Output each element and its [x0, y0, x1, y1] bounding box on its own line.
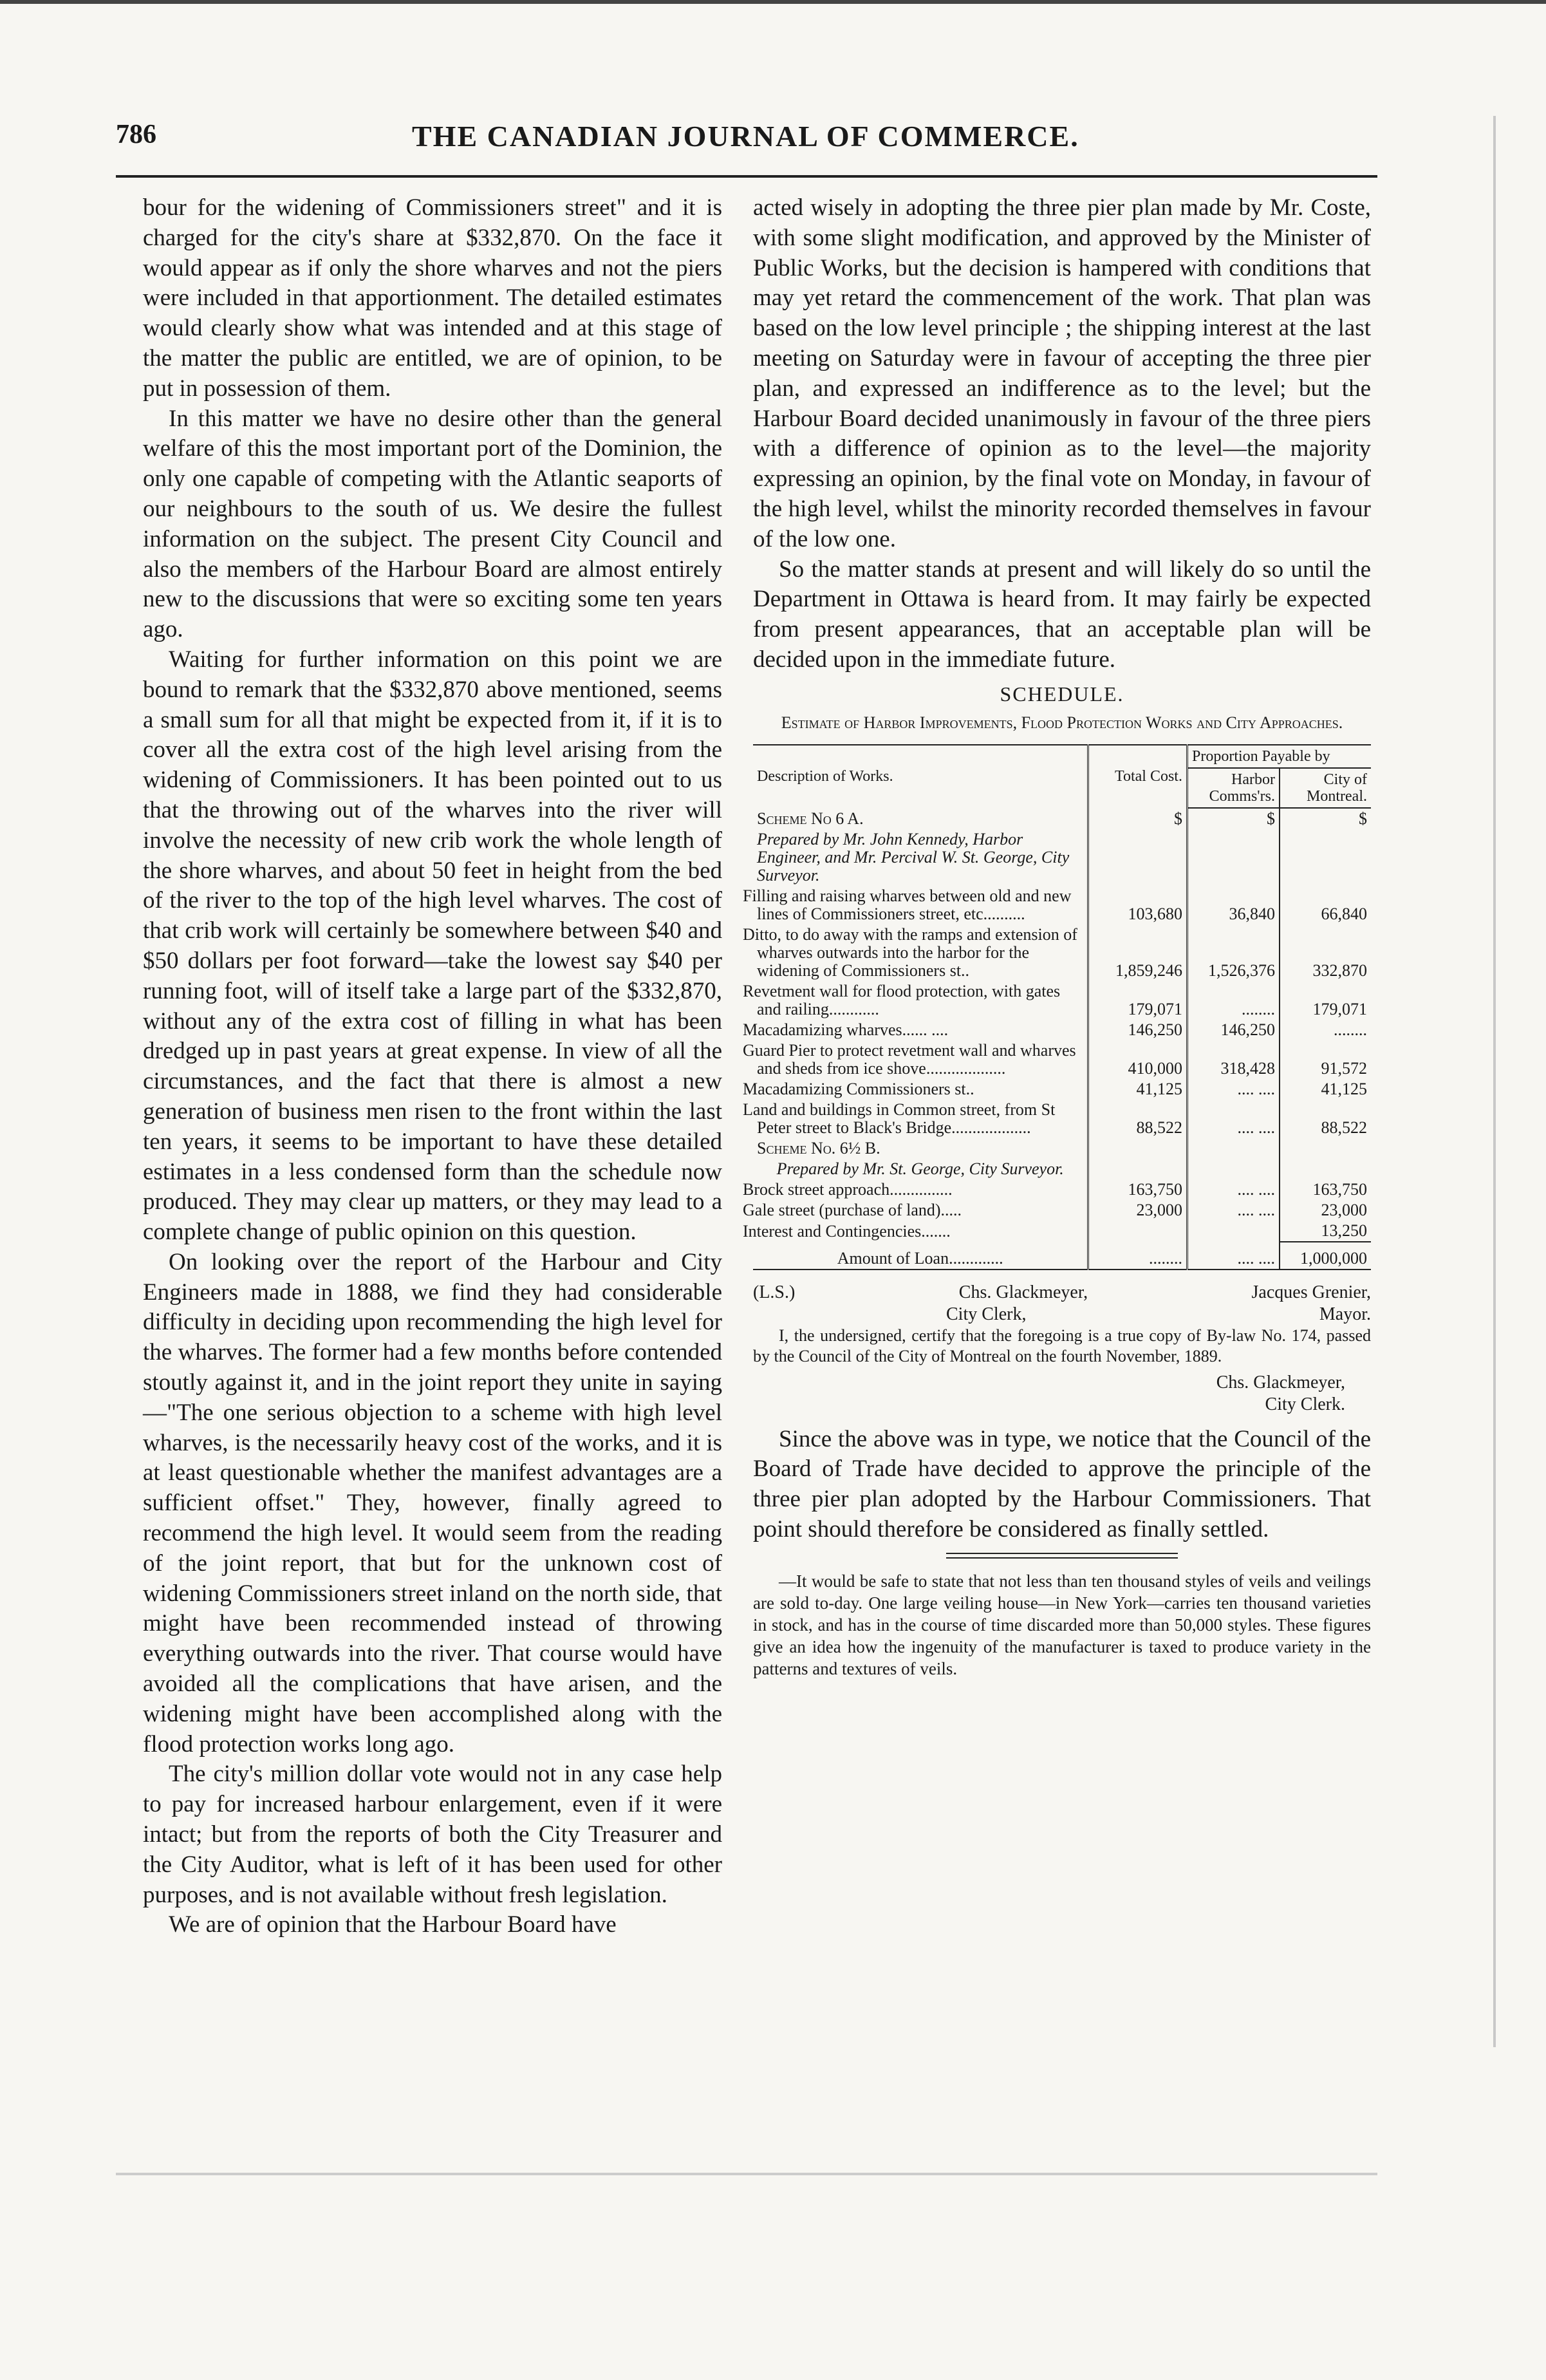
- col-header-harbor: Harbor Comms'rs.: [1187, 768, 1279, 808]
- mayor-title: Mayor.: [1319, 1304, 1371, 1324]
- currency-symbol: $: [1088, 808, 1187, 829]
- row-city: 41,125: [1321, 1079, 1367, 1098]
- row-harbor: 1,526,376: [1187, 924, 1279, 981]
- row-description: Land and buildings in Common street, from St Peter street to Black's Bridge...................: [753, 1100, 1088, 1138]
- bottom-smudge: [116, 2173, 1377, 2175]
- table-row: [753, 1100, 1371, 1138]
- row-city: 66,840: [1321, 904, 1367, 923]
- row-city: 88,522: [1321, 1118, 1367, 1137]
- paragraph: On looking over the report of the Harbour and City Engineers made in 1888, we find they had considerable difficulty in deciding upon recommending the high level for the wharves. The former had a few months before contended stoutly against it, and in the joint report they unite in saying—"The one serious objection to a scheme with high level wharves, is the necessarily heavy cost of the works, and it is at least questionable whether the manifest advantages are a sufficient offset." They, however, finally agreed to recommend the high level. It would seem from the reading of the joint report, that but for the unknown cost of widening Commissioners street inland on the north side, that might have been recommended instead of throwing everything outwards into the river. That course would have avoided all the complications that have arisen, and the widening might have been accomplished along with the flood protection works long ago.: [143, 1248, 722, 1757]
- row-description: Brock street approach...............: [753, 1179, 1088, 1200]
- scheme-b-heading: Scheme No. 6½ B.: [753, 1138, 1088, 1159]
- clerk-name: Chs. Glackmeyer,: [958, 1282, 1088, 1302]
- row-description: Guard Pier to protect revetment wall and wharves and sheds from ice shove...................: [753, 1040, 1088, 1079]
- row-city: ........: [1334, 1020, 1367, 1039]
- section-divider: [946, 1553, 1178, 1559]
- postscript: Since the above was in type, we notice that the Council of the Board of Trade have decided to approve the principle of the three pier plan adopted by the Harbour Commissioners. That point should therefore be considered as finally settled.: [753, 1425, 1371, 1542]
- certificate-signature: [753, 1372, 1371, 1416]
- table-row: [753, 981, 1371, 1020]
- row-city: 91,572: [1321, 1058, 1367, 1078]
- row-description: Gale street (purchase of land).....: [753, 1200, 1088, 1221]
- row-total: 146,250: [1088, 1020, 1187, 1040]
- table-row: [753, 1079, 1371, 1100]
- scheme-a-heading-row: [753, 808, 1371, 829]
- row-harbor: .... ....: [1187, 1179, 1279, 1200]
- scheme-a-heading: Scheme No 6 A.: [753, 808, 1088, 829]
- row-total: 1,859,246: [1088, 924, 1187, 981]
- row-description: Interest and Contingencies.......: [753, 1221, 1088, 1242]
- row-description: Revetment wall for flood protection, with gates and railing............: [753, 981, 1088, 1020]
- row-harbor: 318,428: [1187, 1040, 1279, 1079]
- cert-name: Chs. Glackmeyer,: [1216, 1372, 1345, 1392]
- table-row: [753, 1221, 1371, 1242]
- row-city: 13,250: [1280, 1221, 1371, 1242]
- margin-edge: [1493, 116, 1496, 2047]
- cert-title: City Clerk.: [1265, 1394, 1345, 1414]
- col-header-city: City of Montreal.: [1280, 768, 1371, 808]
- table-row: [753, 1040, 1371, 1079]
- paragraph: bour for the widening of Commissioners street" and it is charged for the city's share at $332,870. On the face it would appear as if only the shore wharves and not the piers were included in that apportionment. The detailed estimates would clearly show what was intended and at this stage of the matter the public are entitled, we are of opinion, to be put in possession of them.: [143, 194, 722, 402]
- mayor-name: Jacques Grenier,: [1251, 1282, 1371, 1302]
- row-harbor: 146,250: [1187, 1020, 1279, 1040]
- paragraph: acted wisely in adopting the three pier plan made by Mr. Coste, with some slight modification, and approved by the Minister of Public Works, but the decision is hampered with conditions that may yet retard the commencement of the work. That plan was based on the low level principle ; the shipping interest at the last meeting on Saturday were in favour of accepting the three pier plan, and expressed an indifference as to the level; but the Harbour Board decided unanimously in favour of the three piers with a difference of opinion as to the level—the majority expressing an opinion, by the final vote on Monday, in favour of the high level, whilst the minority recorded themselves in favour of the low one.: [753, 194, 1371, 552]
- schedule-table: [743, 744, 1371, 1270]
- amount-label: Amount of Loan.............: [753, 1242, 1088, 1270]
- left-column: [143, 193, 722, 1940]
- col-header-description: Description of Works.: [753, 745, 1088, 808]
- paragraph: So the matter stands at present and will likely do so until the Department in Ottawa is heard from. It may fairly be expected from present appearances, that an acceptable plan will be decided upon in the immediate future.: [753, 556, 1371, 673]
- right-column: [743, 193, 1371, 1680]
- signature-block: [753, 1282, 1371, 1326]
- row-city: 23,000: [1321, 1200, 1367, 1219]
- journal-title: THE CANADIAN JOURNAL OF COMMERCE.: [412, 120, 1079, 153]
- row-total: 179,071: [1088, 981, 1187, 1020]
- row-city: 332,870: [1312, 960, 1367, 980]
- table-row: [753, 886, 1371, 924]
- amount-harbor: .... ....: [1187, 1242, 1279, 1270]
- top-rule: [0, 0, 1546, 4]
- currency-symbol: $: [1359, 809, 1367, 828]
- row-total: 88,522: [1088, 1100, 1187, 1138]
- paragraph: We are of opinion that the Harbour Board have: [169, 1911, 617, 1938]
- row-harbor: .... ....: [1187, 1079, 1279, 1100]
- row-harbor: 36,840: [1187, 886, 1279, 924]
- row-description: Ditto, to do away with the ramps and extension of wharves outwards into the harbor for the widening of Commissioners st..: [753, 924, 1088, 981]
- row-city: 163,750: [1312, 1179, 1367, 1199]
- page-number: 786: [116, 120, 156, 149]
- row-total: 103,680: [1088, 886, 1187, 924]
- row-total: 23,000: [1088, 1200, 1187, 1221]
- amount-of-loan-row: [753, 1242, 1371, 1270]
- row-description: Macadamizing wharves...... ....: [753, 1020, 1088, 1040]
- table-row: [753, 924, 1371, 981]
- paragraph: The city's million dollar vote would not in any case help to pay for increased harbour enlargement, even if it were intact; but from the reports of both the City Treasurer and the City Auditor, what is left of it has been used for other purposes, and is not available without fresh legislation.: [143, 1761, 722, 1908]
- row-harbor: .... ....: [1187, 1200, 1279, 1221]
- col-header-proportion: Proportion Payable by: [1187, 745, 1371, 768]
- amount-total: ........: [1088, 1242, 1187, 1270]
- row-total: 41,125: [1088, 1079, 1187, 1100]
- row-harbor: .... ....: [1187, 1100, 1279, 1138]
- row-city: 179,071: [1312, 999, 1367, 1018]
- certificate-text: I, the undersigned, certify that the foregoing is a true copy of By-law No. 174, passed by the Council of the City of Montreal on the fourth November, 1889.: [753, 1326, 1371, 1365]
- page-header: [116, 119, 1377, 177]
- schedule-subtitle: Estimate of Harbor Improvements, Flood Protection Works and City Approaches.: [781, 713, 1343, 732]
- table-row: [753, 1179, 1371, 1200]
- clerk-title: City Clerk,: [946, 1304, 1027, 1324]
- scheme-b-prepared-row: [753, 1159, 1371, 1179]
- header-rule: [116, 175, 1377, 178]
- currency-symbol: $: [1187, 808, 1279, 829]
- paragraph: In this matter we have no desire other than the general welfare of this the most important port of the Dominion, the only one capable of competing with the Atlantic seaports of our neighbours to the south of us. We desire the fullest information on the subject. The present City Council and also the members of the Harbour Board are almost entirely new to the discussions that were so exciting some ten years ago.: [143, 405, 722, 643]
- schedule-title: SCHEDULE.: [1000, 682, 1124, 706]
- table-row: [753, 1020, 1371, 1040]
- row-total: [1088, 1221, 1187, 1242]
- scheme-a-prepared-row: [753, 829, 1371, 886]
- seal-mark: (L.S.): [753, 1282, 796, 1302]
- row-description: Filling and raising wharves between old and new lines of Commissioners street, etc..........: [753, 886, 1088, 924]
- scheme-b-heading-row: [753, 1138, 1371, 1159]
- col-header-total: Total Cost.: [1088, 745, 1187, 808]
- scheme-b-prepared-by: Prepared by Mr. St. George, City Surveyor.: [753, 1159, 1088, 1179]
- veils-note: —It would be safe to state that not less than ten thousand styles of veils and veilings are sold to-day. One large veiling house—in New York—carries ten thousand varieties in stock, and has in the course of time discarded more than 50,000 styles. These figures give an idea how the ingenuity of the manufacturer is taxed to produce variety in the patterns and textures of veils.: [753, 1571, 1371, 1678]
- amount-city: 1,000,000: [1280, 1242, 1371, 1270]
- row-total: 410,000: [1088, 1040, 1187, 1079]
- row-total: 163,750: [1088, 1179, 1187, 1200]
- row-harbor: ........: [1187, 981, 1279, 1020]
- table-row: [753, 1200, 1371, 1221]
- row-harbor: [1187, 1221, 1279, 1242]
- scheme-a-prepared-by: Prepared by Mr. John Kennedy, Harbor Engineer, and Mr. Percival W. St. George, City Surveyor.: [753, 829, 1088, 886]
- row-description: Macadamizing Commissioners st..: [753, 1079, 1088, 1100]
- paragraph: Waiting for further information on this point we are bound to remark that the $332,870 above mentioned, seems a small sum for all that might be expected from it, if it is to cover all the extra cost of the high level arising from the widening of Commissioners. It has been pointed out to us that the throwing out of the wharves into the river will involve the necessity of new crib work the whole length of the shore wharves, and about 50 feet in height from the bed of the river to the top of the high level wharves. The cost of that crib work will certainly be somewhere between $40 and $50 dollars per foot forward—take the lowest say $40 per running foot, will of itself take a large part of the $332,870, without any of the extra cost of filling in what has been dredged up in past years at great expense. In view of all the circumstances, and the fact that there is almost a new generation of business men risen to the front within the last ten years, it seems to be important to have these detailed estimates in a less condensed form than the schedule now produced. They may clear up matters, or they may lead to a complete change of public opinion on this question.: [143, 646, 722, 1246]
